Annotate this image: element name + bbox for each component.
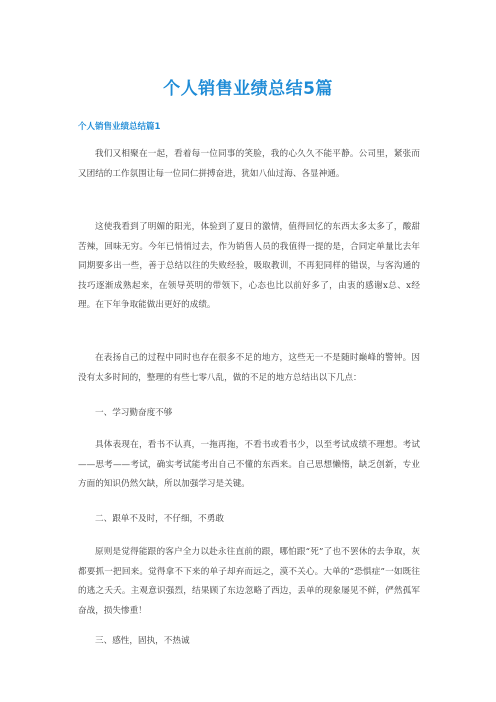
paragraph-4: 具体表现在，看书不认真，一拖再拖，不看书或看书少，以至考试成绩不理想。考试——思考——考试，确实考试能考出自己不懂的东西来。自己思想懒惰，缺乏创新，专业方面的知识仍然欠缺，所以加强学习是关键。 (78, 440, 420, 490)
paragraph-5: 原则是觉得能跟的客户全力以赴永往直前的跟，哪怕跟“死”了也不罢休的去争取，灰都要抓一把回来。觉得拿不下来的单子却弃而远之，漠不关心。大单的“恐惧症”一如既往的逃之夭夭。主观意识强烈，结果顾了东边忽略了西边，丢单的现象屡见不鲜，俨然孤军奋战，损失惨重！ (78, 547, 420, 616)
list-heading-3: 三、感性，固执，不热诚 (95, 636, 190, 646)
list-heading-2: 二、跟单不及时，不仔细，不勇敢 (95, 514, 224, 524)
section-heading: 个人销售业绩总结篇1 (78, 122, 161, 132)
document-title: 个人销售业绩总结5篇 (163, 79, 333, 99)
paragraph-2: 这使我看到了明媚的阳光，体验到了夏日的激情，值得回忆的东西太多太多了，酸甜苦辣，回味无穷。今年已悄悄过去，作为销售人员的我值得一提的是，合同定单量比去年同期要多出一些，善于总结以往的失败经验，吸取教训，不再犯同样的错误，与客沟通的技巧逐渐成熟起来，在领导英明的带领下，心态也比以前好多了，由衷的感谢x总、x经理。在下年争取能做出更好的成绩。 (78, 222, 420, 311)
list-heading-1: 一、学习勤奋度不够 (95, 408, 173, 418)
paragraph-1: 我们又相聚在一起，看着每一位同事的笑脸，我的心久久不能平静。公司里，紧张而又团结的工作氛围让每一位同仁拼搏奋进，犹如八仙过海、各显神通。 (78, 149, 420, 179)
paragraph-3: 在表扬自己的过程中同时也存在很多不足的地方，这些无一不是随时巅峰的警钟。因没有太多时间的，整理的有些七零八乱，做的不足的地方总结出以下几点： (78, 353, 420, 383)
